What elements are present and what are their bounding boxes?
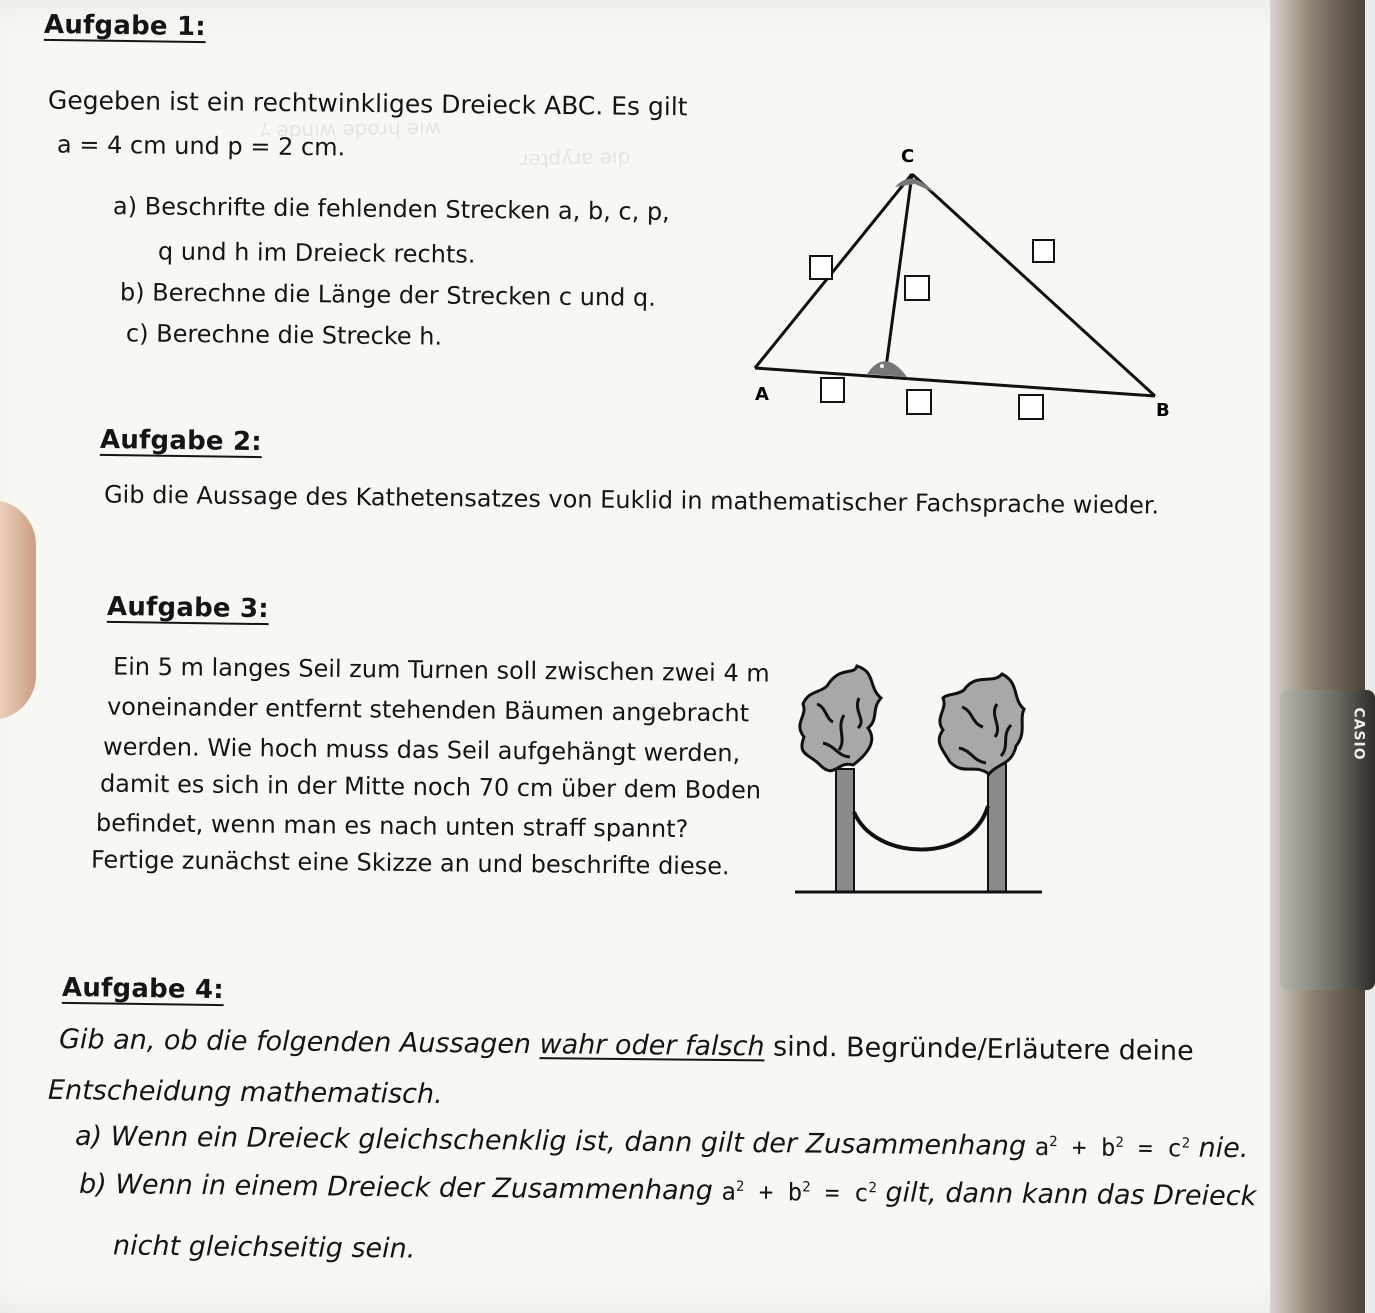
side-bc <box>912 174 1155 396</box>
task3-heading: Aufgabe 3: <box>106 591 270 625</box>
backside-bleed-text: ﾑ ǝpuıʍ ǝpoɹɥ ǝıʍ <box>259 114 442 142</box>
task3-line1: Ein 5 m langes Seil zum Turnen soll zwischen zwei 4 m <box>112 652 770 688</box>
tree-right-trunk <box>988 764 1006 892</box>
backside-bleed-text: ɹǝʇdʎɹɐ ǝıp <box>519 144 631 170</box>
task4-intro-line2: Entscheidung mathematisch. <box>47 1074 443 1111</box>
formula-c: c <box>853 1178 869 1208</box>
answer-box-a <box>1033 240 1054 262</box>
rope <box>854 806 988 850</box>
side-ab <box>755 368 1155 396</box>
vertex-label-c: C <box>901 146 915 167</box>
task3-line5: befindet, wenn man es nach unten straff spannt? <box>95 808 689 844</box>
task1-given-line <box>57 130 345 162</box>
answer-box-c <box>1019 395 1043 419</box>
task1-part-a-line2: q und h im Dreieck rechts. <box>157 237 476 269</box>
exponent-b: 2 <box>802 1179 811 1196</box>
task4-heading: Aufgabe 4: <box>61 972 225 1006</box>
tree-right-crown <box>939 674 1024 774</box>
formula-b: b <box>1100 1133 1116 1162</box>
task4-intro-line1 <box>59 1024 1194 1068</box>
right-angle-dot <box>880 364 884 368</box>
answer-boxes <box>810 240 1054 419</box>
formula-equals: = <box>810 1178 855 1207</box>
task4-intro-after: sind. Begründe/Erläutere deine <box>764 1031 1194 1067</box>
task4-part-b-line2: nicht gleichseitig sein. <box>112 1230 416 1265</box>
tree-left-trunk <box>836 769 854 892</box>
task1-intro: Gegeben ist ein rechtwinkliges Dreieck ABC. Es gilt <box>47 85 688 122</box>
task1-part-a-line1: a) Beschrifte die fehlenden Strecken a, b, c, p, <box>112 192 670 226</box>
given-a: a = 4 cm <box>56 130 167 160</box>
formula-plus: + <box>1057 1133 1102 1162</box>
calculator-brand: CASIO <box>1350 707 1367 761</box>
task4-part-a-before: a) Wenn ein Dreieck gleichschenklig ist, dann gilt der Zusammenhang <box>74 1120 1035 1162</box>
formula-b: b <box>787 1178 803 1207</box>
task4-intro-before: Gib an, ob die folgenden Aussagen <box>58 1024 540 1061</box>
task2-text: Gib die Aussage des Kathetensatzes von Euklid in mathematischer Fachsprache wieder. <box>103 480 1160 520</box>
exponent-a: 2 <box>1049 1134 1058 1151</box>
answer-box-h <box>905 276 929 300</box>
task1-part-b: b) Berechne die Länge der Strecken c und q. <box>119 278 656 312</box>
formula-plus: + <box>744 1177 788 1207</box>
formula-a: a <box>1034 1132 1050 1162</box>
given-and: und <box>174 131 220 161</box>
task4-part-b-before: b) Wenn in einem Dreieck der Zusammenhang <box>78 1168 722 1207</box>
tree-right <box>939 674 1024 892</box>
task3-line2: voneinander entfernt stehenden Bäumen angebracht <box>106 692 750 728</box>
given-p: p = 2 cm. <box>227 132 346 162</box>
task4-part-b-after: gilt, dann kann das Dreieck <box>876 1177 1257 1213</box>
triangle-diagram <box>720 145 1190 435</box>
vertex-label-a: A <box>755 384 769 405</box>
answer-box-p <box>907 390 931 414</box>
vertex-label-b: B <box>1156 400 1170 421</box>
task4-part-a-after: nie. <box>1189 1132 1249 1165</box>
exponent-b: 2 <box>1115 1134 1124 1151</box>
right-angle-mark-foot <box>867 361 907 377</box>
exponent-a: 2 <box>735 1178 745 1195</box>
task4-part-a-formula <box>1035 1133 1191 1163</box>
task3-line3: werden. Wie hoch muss das Seil aufgehängt werden, <box>102 732 741 768</box>
task1-part-c: c) Berechne die Strecke h. <box>125 319 443 351</box>
task3-line6: Fertige zunächst eine Skizze an und beschrifte diese. <box>90 845 730 881</box>
task4-part-b-formula <box>721 1178 877 1208</box>
triangle-lines <box>755 174 1155 396</box>
task2-heading: Aufgabe 2: <box>99 424 263 458</box>
formula-equals: = <box>1123 1133 1168 1163</box>
answer-box-b <box>810 256 832 279</box>
task3-line4: damit es sich in der Mitte noch 70 cm über dem Boden <box>99 769 762 805</box>
task4-part-a <box>75 1121 1249 1166</box>
formula-c: c <box>1167 1134 1182 1163</box>
tree-left <box>800 666 881 892</box>
exponent-c: 2 <box>868 1180 877 1197</box>
task4-intro-underlined: wahr oder falsch <box>539 1029 765 1063</box>
task1-heading: Aufgabe 1: <box>43 9 207 43</box>
answer-box-q <box>821 378 844 402</box>
formula-a: a <box>721 1177 737 1206</box>
trees-rope-illustration <box>790 660 1050 905</box>
exponent-c: 2 <box>1181 1135 1191 1152</box>
task4-part-b-line1 <box>79 1169 1256 1214</box>
